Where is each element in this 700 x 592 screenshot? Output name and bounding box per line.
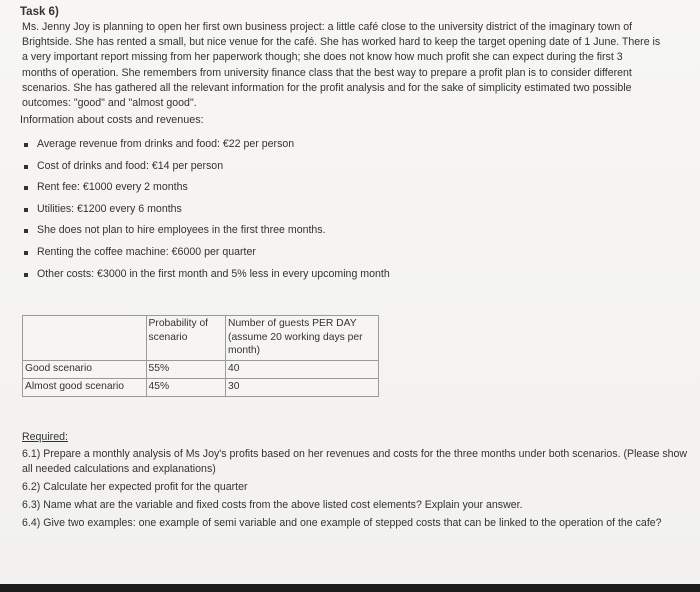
- scenario-table: [22, 315, 379, 397]
- list-item: [20, 177, 680, 199]
- question-number: 6.2): [22, 481, 41, 493]
- question-text: Calculate her expected profit for the quarter: [40, 481, 248, 493]
- bullet-icon: [24, 229, 28, 233]
- intro-line: months of operation. She remembers from university finance class that the best way to prepare a profit plan is to consider different: [22, 66, 632, 79]
- cell-probability: 55%: [146, 361, 226, 379]
- header-cell-scenario: [23, 316, 147, 361]
- bullet-icon: [24, 186, 28, 190]
- table-header-row: [23, 316, 379, 361]
- table-row: [23, 379, 379, 397]
- question-text: Prepare a monthly analysis of Ms Joy's profits based on her revenues and costs for the three months under both scenarios. (Please show all needed calculations and explanations): [22, 448, 688, 475]
- cell-guests: 40: [226, 361, 379, 379]
- cell-probability: 45%: [146, 379, 226, 397]
- bottom-dark-strip: [0, 584, 700, 592]
- list-item: [20, 156, 680, 178]
- info-heading: Information about costs and revenues:: [20, 114, 204, 126]
- bullet-icon: [24, 208, 28, 212]
- required-section: [22, 430, 690, 531]
- question-text: Name what are the variable and fixed costs from the above listed cost elements? Explain your answer.: [40, 499, 523, 511]
- table-row: [23, 361, 379, 379]
- list-item: [20, 199, 680, 221]
- bullet-icon: [24, 165, 28, 169]
- cell-guests: 30: [226, 379, 379, 397]
- bullet-text: Other costs: €3000 in the first month and 5% less in every upcoming month: [37, 267, 390, 280]
- bullet-text: Renting the coffee machine: €6000 per quarter: [37, 245, 256, 258]
- bullet-text: Cost of drinks and food: €14 per person: [37, 159, 224, 172]
- cell-scenario: Almost good scenario: [23, 379, 147, 397]
- bullet-text: Rent fee: €1000 every 2 months: [37, 181, 188, 194]
- bullet-icon: [24, 251, 28, 255]
- question-number: 6.3): [22, 499, 41, 511]
- intro-line: Ms. Jenny Joy is planning to open her first own business project: a little café close to the university district of the imaginary town of: [22, 21, 633, 33]
- bullet-icon: [24, 143, 28, 147]
- intro-paragraph: [22, 20, 690, 111]
- intro-line: scenarios. She has gathered all the relevant information for the profit analysis and for the sake of simplicity estimated two possible: [22, 81, 632, 94]
- list-item: [20, 242, 680, 264]
- bullet-text: She does not plan to hire employees in the first three months.: [37, 224, 326, 237]
- question-number: 6.1): [22, 448, 41, 460]
- question-text: Give two examples: one example of semi variable and one example of stepped costs that can be linked to the operation of the cafe?: [40, 517, 662, 529]
- header-cell-guests: Number of guests PER DAY (assume 20 working days per month): [226, 316, 379, 361]
- intro-line: outcomes: "good" and "almost good".: [22, 97, 197, 110]
- required-heading: Required:: [22, 431, 68, 443]
- question-item: [22, 498, 690, 513]
- cell-scenario: Good scenario: [23, 361, 147, 379]
- question-item: [22, 447, 690, 477]
- list-item: [20, 264, 680, 286]
- question-item: [22, 480, 690, 495]
- task-title: Task 6): [20, 6, 59, 18]
- question-number: 6.4): [22, 517, 41, 529]
- intro-line: a very important report missing from her paperwork though; she does not know how much profit she can expect during the first 3: [22, 51, 623, 64]
- bullet-text: Average revenue from drinks and food: €22 per person: [37, 138, 295, 150]
- cost-bullet-list: [20, 134, 680, 285]
- bullet-icon: [24, 273, 28, 277]
- intro-line: Brightside. She has rented a small, but nice venue for the café. She has worked hard to keep the target opening date of 1 June. There is: [22, 36, 661, 49]
- list-item: [20, 134, 680, 156]
- bullet-text: Utilities: €1200 every 6 months: [37, 202, 182, 215]
- question-item: [22, 516, 690, 531]
- header-cell-probability: Probability of scenario: [146, 316, 226, 361]
- list-item: [20, 220, 680, 242]
